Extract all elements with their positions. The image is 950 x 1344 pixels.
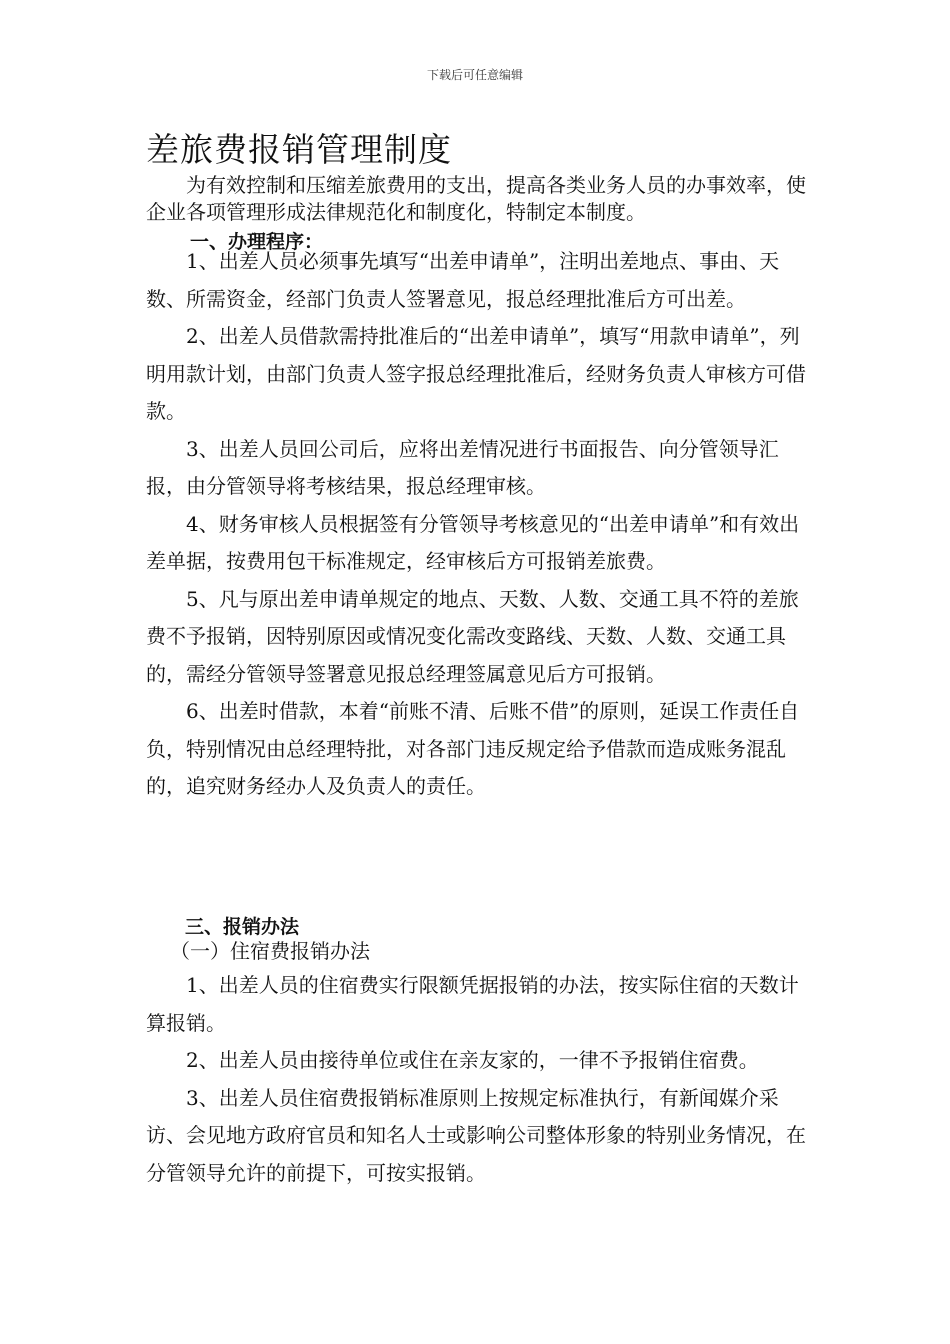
section3-heading: 三、报销办法: [185, 916, 300, 938]
intro-block: [146, 172, 806, 226]
section3-body: [146, 967, 806, 1192]
section1-item: 1、出差人员必须事先填写“出差申请单”，注明出差地点、事由、天数、所需资金，经部门负责人签署意见，报总经理批准后方可出差。: [146, 249, 780, 311]
section3-item: 3、出差人员住宿费报销标准原则上按规定标准执行，有新闻媒介采访、会见地方政府官员和知名人士或影响公司整体形象的特别业务情况，在分管领导允许的前提下，可按实报销。: [146, 1085, 806, 1185]
section3-item: 1、出差人员的住宿费实行限额凭据报销的办法，按实际住宿的天数计算报销。: [146, 973, 799, 1035]
section3-item: 2、出差人员由接待单位或住在亲友家的，一律不予报销住宿费。: [186, 1048, 759, 1072]
section1-item: 5、凡与原出差申请单规定的地点、天数、人数、交通工具不符的差旅费不予报销，因特别原因或情况变化需改变路线、天数、人数、交通工具的，需经分管领导签署意见报总经理签属意见后方可报销。: [146, 586, 799, 686]
section1-item: 6、出差时借款，本着“前账不清、后账不借”的原则，延误工作责任自负，特别情况由总经理特批，对各部门违反规定给予借款而造成账务混乱的，追究财务经办人及负责人的责任。: [146, 699, 800, 798]
page-header: 下载后可任意编辑: [426, 68, 523, 82]
document-title: 差旅费报销管理制度: [146, 130, 452, 169]
section1-item: 4、财务审核人员根据签有分管领导考核意见的“出差申请单”和有效出差单据，按费用包干标准规定，经审核后方可报销差旅费。: [146, 511, 800, 573]
section1-item: 3、出差人员回公司后，应将出差情况进行书面报告、向分管领导汇报，由分管领导将考核结果，报总经理审核。: [146, 436, 779, 498]
section1-body: [146, 243, 806, 806]
intro-paragraph: 为有效控制和压缩差旅费用的支出，提高各类业务人员的办事效率，使企业各项管理形成法律规范化和制度化，特制定本制度。: [146, 173, 806, 224]
section1-heading: 一、办理程序：: [190, 231, 324, 253]
section1-item: 2、出差人员借款需持批准后的“出差申请单”，填写“用款申请单”，列明用款计划，由部门负责人签字报总经理批准后，经财务负责人审核方可借款。: [146, 324, 806, 423]
section3-subheading: （一）住宿费报销办法: [170, 939, 370, 963]
